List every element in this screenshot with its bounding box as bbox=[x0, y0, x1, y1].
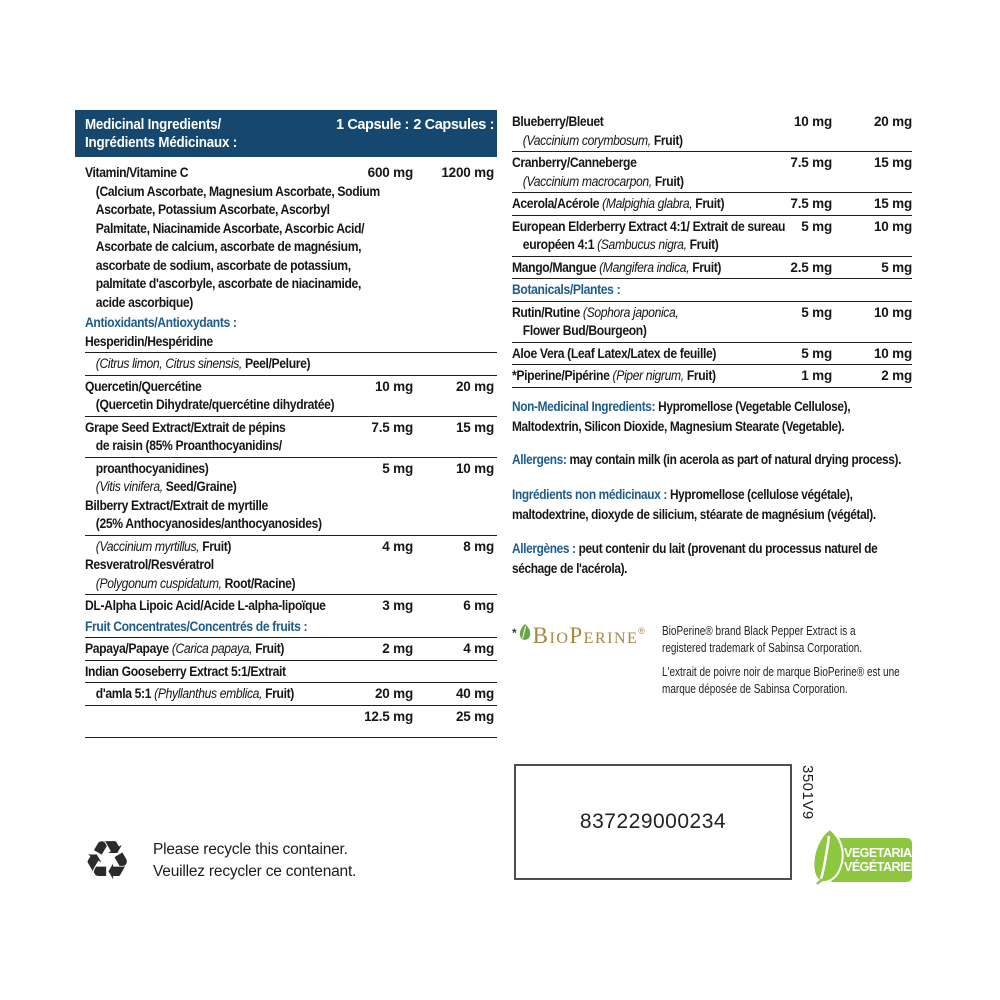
ingredient-name-segment: European Elderberry Extract 4:1/ Extrait de sureau bbox=[512, 218, 786, 234]
ingredient-name bbox=[85, 538, 315, 557]
table-row bbox=[85, 497, 497, 516]
ingredient-name-segment: palmitate d'ascorbyle, ascorbate de niacinamide, bbox=[95, 276, 361, 291]
ingredient-name-segment: (Quercetin Dihydrate/quercétine dihydratée) bbox=[95, 397, 335, 412]
ingredient-name-segment: Resveratrol/Resvératrol bbox=[85, 557, 214, 572]
ingredient-name-segment: (Calcium Ascorbate, Magnesium Ascorbate, Sodium bbox=[95, 183, 380, 199]
ingredient-name-segment: Fruit Concentrates/Concentrés de fruits : bbox=[85, 618, 308, 634]
latin-name-segment: (Citrus limon, Citrus sinensis, bbox=[95, 356, 242, 371]
recycle-notice bbox=[83, 829, 357, 892]
amount-2-capsules: 10 mg bbox=[873, 345, 912, 361]
ingredient-name-segment: Peel/Pelure) bbox=[241, 356, 311, 371]
ingredient-name bbox=[512, 304, 732, 323]
note-en-line2: registered trademark of Sabinsa Corporation. bbox=[662, 641, 863, 655]
table-row bbox=[85, 396, 497, 417]
ingredient-name bbox=[85, 355, 315, 374]
ingredient-name bbox=[512, 345, 732, 364]
ingredient-name bbox=[512, 154, 732, 173]
ingredient-name-segment: Indian Gooseberry Extract 5:1/Extrait bbox=[85, 663, 286, 679]
latin-name-segment: (Piper nigrum, bbox=[612, 368, 684, 383]
amount-2-capsules: 8 mg bbox=[463, 538, 494, 554]
registered-mark: ® bbox=[638, 625, 645, 636]
latin-name-segment: (Polygonum cuspidatum, bbox=[95, 575, 222, 591]
amount-2-capsules: 15 mg bbox=[873, 196, 912, 211]
ingredient-name bbox=[512, 259, 732, 278]
ingredient-name bbox=[512, 218, 786, 237]
amount-2-capsules: 40 mg bbox=[455, 686, 494, 701]
ingredient-name-segment: Rutin/Rutine bbox=[512, 304, 583, 320]
ingredient-name-segment: Root/Racine) bbox=[221, 575, 296, 591]
amount-1-capsule: 7.5 mg bbox=[371, 419, 413, 435]
amount-1-capsule: 2 mg bbox=[382, 641, 413, 656]
ingredient-name bbox=[85, 294, 315, 313]
table-row bbox=[512, 345, 912, 366]
table-row bbox=[85, 685, 497, 706]
amount-2-capsules: 1200 mg bbox=[441, 165, 494, 180]
table-row bbox=[85, 597, 497, 616]
allergens-en bbox=[512, 450, 912, 470]
note-en-line1: BioPerine® brand Black Pepper Extract is a bbox=[662, 623, 856, 638]
ingredient-name-segment: Vitamin/Vitamine C bbox=[85, 165, 189, 180]
table-row bbox=[512, 367, 912, 388]
latin-name-segment: (Mangifera indica, bbox=[599, 259, 690, 275]
amount-2-capsules: 25 mg bbox=[455, 708, 494, 724]
latin-name-segment: (Malpighia glabra, bbox=[602, 196, 693, 211]
table-row bbox=[85, 275, 497, 294]
left-table-rows bbox=[75, 157, 497, 726]
ingredient-name bbox=[512, 113, 732, 132]
vegetarian-badge bbox=[828, 838, 921, 882]
table-row bbox=[85, 515, 497, 536]
amount-1-capsule: 20 mg bbox=[374, 686, 413, 701]
ingredient-name bbox=[85, 378, 315, 397]
latin-name-segment: (Sambucus nigra, bbox=[597, 237, 687, 252]
right-table-rows bbox=[512, 113, 912, 388]
amount-1-capsule: 600 mg bbox=[367, 165, 413, 180]
ingredient-name-segment: Fruit) bbox=[683, 368, 716, 383]
ingredient-name-segment: Fruit) bbox=[689, 259, 722, 275]
ingredient-name-segment: Grape Seed Extract/Extrait de pépins bbox=[85, 419, 286, 435]
table-row bbox=[85, 183, 497, 202]
ingredient-name bbox=[85, 478, 315, 497]
ingredient-name bbox=[512, 173, 732, 192]
note-fr-line2: marque déposée de Sabinsa Corporation. bbox=[662, 682, 848, 696]
table-row bbox=[85, 201, 497, 220]
ingredient-name-segment: acide ascorbique) bbox=[95, 294, 193, 310]
latin-name-segment: (Vitis vinifera, bbox=[95, 479, 163, 494]
table-section-heading bbox=[85, 314, 497, 333]
amount-1-capsule: 12.5 mg bbox=[364, 708, 413, 724]
amount-2-capsules: 4 mg bbox=[463, 641, 494, 656]
ingredient-name-segment: Quercetin/Quercétine bbox=[85, 378, 202, 394]
table-row bbox=[85, 333, 497, 354]
table-row bbox=[85, 220, 497, 239]
table-row bbox=[85, 575, 497, 596]
ingredient-name-segment: (25% Anthocyanosides/anthocyanosides) bbox=[95, 516, 322, 531]
ingredient-name bbox=[85, 183, 380, 202]
table-row bbox=[512, 195, 912, 216]
lot-version-code: 3501V9 bbox=[799, 765, 816, 820]
product-code: 837229000234 bbox=[579, 810, 727, 833]
bioperine-trademark-note bbox=[662, 623, 900, 699]
medicinal-ingredients-table-left bbox=[75, 110, 497, 738]
table-row bbox=[85, 538, 497, 557]
amount-1-capsule: 10 mg bbox=[374, 378, 413, 394]
table-row bbox=[85, 478, 497, 497]
ingredient-name bbox=[85, 575, 315, 594]
ingredient-name-segment: *Piperine/Pipérine bbox=[512, 368, 613, 383]
ingredient-name-segment: Blueberry/Bleuet bbox=[512, 114, 604, 129]
table-section-heading bbox=[85, 618, 497, 639]
table-bottom-rule bbox=[85, 737, 497, 738]
ingredient-name-segment: Palmitate, Niacinamide Ascorbate, Ascorbic Acid/ bbox=[95, 220, 365, 236]
recycle-line-en: Please recycle this container. bbox=[153, 841, 348, 858]
amount-2-capsules: 20 mg bbox=[455, 378, 494, 394]
leaf-icon bbox=[811, 827, 847, 893]
ingredient-name-segment: Fruit) bbox=[262, 686, 294, 701]
vegetarian-label-fr: VÉGÉTARIEN bbox=[844, 860, 920, 874]
ingredient-name-segment: Botanicals/Plantes : bbox=[512, 282, 621, 297]
paragraph-lead: Non-Medicinal Ingredients: bbox=[512, 398, 656, 414]
ingredient-name-segment: Bilberry Extract/Extrait de myrtille bbox=[85, 497, 268, 513]
column-header-1-capsule: 1 Capsule : bbox=[336, 117, 409, 133]
paragraph-lead: Allergens: bbox=[512, 452, 567, 467]
paragraph-lead: Ingrédients non médicinaux : bbox=[512, 487, 667, 502]
table-header-band bbox=[75, 110, 497, 157]
recycle-icon: ♻ bbox=[83, 829, 132, 892]
table-section-heading bbox=[512, 281, 912, 302]
bioperine-wordmark: BioPerine bbox=[532, 622, 639, 648]
ingredient-name bbox=[85, 333, 315, 352]
amount-2-capsules: 10 mg bbox=[455, 460, 494, 476]
ingredient-name-segment: d'amla 5:1 bbox=[95, 686, 155, 701]
amount-2-capsules: 10 mg bbox=[873, 304, 912, 320]
ingredient-name bbox=[85, 597, 326, 616]
ingredient-name bbox=[85, 257, 351, 276]
amount-1-capsule: 5 mg bbox=[801, 218, 832, 234]
product-code-box bbox=[514, 764, 792, 880]
table-title bbox=[85, 116, 313, 152]
amount-2-capsules: 20 mg bbox=[873, 114, 912, 129]
table-row bbox=[512, 218, 912, 237]
ingredient-name-segment: Fruit) bbox=[199, 538, 232, 554]
table-title-line1: Medicinal Ingredients/ bbox=[85, 117, 222, 133]
leaf-icon bbox=[518, 628, 532, 645]
ingredient-name-segment: Fruit) bbox=[252, 641, 285, 656]
ingredient-name bbox=[85, 515, 322, 534]
allergens-fr bbox=[512, 539, 912, 579]
ingredient-name bbox=[85, 460, 315, 479]
table-row bbox=[512, 132, 912, 153]
amount-1-capsule: 5 mg bbox=[801, 345, 832, 361]
ingredient-name-segment: européen 4:1 bbox=[522, 237, 598, 252]
ingredient-name bbox=[85, 314, 315, 333]
ingredient-name-segment: Antioxidants/Antioxydants : bbox=[85, 315, 237, 330]
table-title-line2: Ingrédients Médicinaux : bbox=[85, 135, 237, 151]
ingredient-name-segment: Ascorbate, Potassium Ascorbate, Ascorbyl bbox=[95, 202, 330, 217]
amount-2-capsules: 10 mg bbox=[873, 218, 912, 234]
paragraph-text: Hypromellose (Vegetable Cellulose), Maltodextrin, Silicon Dioxide, Magnesium Stearate (Vegetable). bbox=[512, 398, 851, 434]
latin-name-segment: (Vaccinium corymbosum, bbox=[522, 132, 651, 148]
table-row bbox=[85, 708, 497, 727]
ingredient-name-segment: de raisin (85% Proanthocyanidins/ bbox=[95, 438, 282, 453]
latin-name-segment: (Carica papaya, bbox=[171, 641, 253, 656]
ingredient-name-segment: Seed/Graine) bbox=[162, 479, 237, 494]
table-row bbox=[85, 460, 497, 479]
ingredient-name bbox=[85, 640, 315, 659]
non-medicinal-ingredients-fr bbox=[512, 485, 912, 525]
ingredient-name-segment: Fruit) bbox=[686, 237, 719, 252]
ingredient-name-segment: proanthocyanidines) bbox=[95, 460, 209, 476]
ingredient-name-segment: ascorbate de sodium, ascorbate de potassium, bbox=[95, 257, 351, 273]
table-row bbox=[85, 663, 497, 684]
ingredient-name bbox=[85, 396, 335, 415]
ingredient-name bbox=[85, 497, 315, 516]
ingredient-name bbox=[85, 201, 330, 220]
medicinal-ingredients-table-right bbox=[512, 113, 912, 699]
table-row bbox=[512, 304, 912, 323]
ingredient-name bbox=[512, 236, 732, 255]
bioperine-logo bbox=[512, 623, 662, 649]
paragraph-text: may contain milk (in acerola as part of natural drying process). bbox=[566, 452, 902, 467]
table-row bbox=[85, 437, 497, 458]
ingredient-name-segment: Mango/Mangue bbox=[512, 259, 600, 275]
ingredient-name bbox=[85, 618, 315, 637]
paragraph-text: peut contenir du lait (provenant du processus naturel de séchage de l'acérola). bbox=[512, 540, 878, 576]
ingredient-name bbox=[85, 419, 315, 438]
ingredient-name-segment: Aloe Vera (Leaf Latex/Latex de feuille) bbox=[512, 345, 717, 361]
ingredient-name bbox=[85, 275, 361, 294]
table-row bbox=[85, 164, 497, 183]
ingredient-name bbox=[512, 195, 732, 214]
non-medicinal-ingredients-en bbox=[512, 397, 912, 437]
ingredient-name bbox=[85, 220, 365, 239]
amount-2-capsules: 2 mg bbox=[881, 368, 912, 383]
ingredient-name-segment: Fruit) bbox=[692, 196, 725, 211]
recycle-line-fr: Veuillez recycler ce contenant. bbox=[153, 863, 357, 880]
ingredient-name-segment: Acerola/Acérole bbox=[512, 196, 603, 211]
table-row bbox=[85, 238, 497, 257]
ingredient-name-segment: DL-Alpha Lipoic Acid/Acide L-alpha-lipoïque bbox=[85, 598, 326, 613]
table-row bbox=[512, 113, 912, 132]
recycle-text bbox=[153, 839, 356, 883]
ingredient-name-segment: Ascorbate de calcium, ascorbate de magnésium, bbox=[95, 239, 362, 254]
ingredient-name bbox=[512, 132, 732, 151]
amount-1-capsule: 5 mg bbox=[801, 304, 832, 320]
ingredient-name-segment: Papaya/Papaye bbox=[85, 641, 172, 656]
ingredient-name bbox=[512, 281, 732, 300]
amount-1-capsule: 5 mg bbox=[382, 460, 413, 476]
note-fr-line1: L'extrait de poivre noir de marque BioPerine® est une bbox=[662, 664, 900, 679]
table-row bbox=[512, 154, 912, 173]
amount-1-capsule: 10 mg bbox=[793, 114, 832, 129]
amount-2-capsules: 15 mg bbox=[873, 155, 912, 170]
table-row bbox=[512, 322, 912, 343]
table-row bbox=[85, 556, 497, 575]
table-row bbox=[512, 173, 912, 194]
table-row bbox=[85, 257, 497, 276]
ingredient-name-segment: Fruit) bbox=[650, 132, 683, 148]
bioperine-trademark-block bbox=[512, 623, 912, 699]
amount-1-capsule: 7.5 mg bbox=[790, 196, 832, 211]
vegetarian-label-en: VEGETARIAN bbox=[844, 845, 921, 860]
paragraph-text: Hypromellose (cellulose végétale), maltodextrine, dioxyde de silicium, stéarate de magnésium (végétal). bbox=[512, 487, 876, 522]
ingredient-name bbox=[85, 556, 315, 575]
table-row bbox=[512, 236, 912, 257]
table-row bbox=[85, 640, 497, 661]
ingredient-name bbox=[85, 663, 315, 682]
column-header-2-capsules: 2 Capsules : bbox=[413, 117, 494, 133]
latin-name-segment: (Vaccinium myrtillus, bbox=[95, 538, 200, 554]
ingredient-name bbox=[85, 164, 315, 183]
amount-1-capsule: 2.5 mg bbox=[790, 259, 832, 275]
table-row bbox=[85, 378, 497, 397]
ingredient-name bbox=[512, 367, 732, 386]
asterisk-marker: * bbox=[512, 625, 517, 640]
amount-2-capsules: 15 mg bbox=[455, 419, 494, 435]
ingredient-name-segment: Fruit) bbox=[651, 173, 684, 189]
amount-1-capsule: 4 mg bbox=[382, 538, 413, 554]
ingredient-name bbox=[512, 322, 732, 341]
ingredient-name-segment: Cranberry/Canneberge bbox=[512, 155, 637, 170]
amount-2-capsules: 5 mg bbox=[881, 259, 912, 275]
ingredient-name-segment: Hesperidin/Hespéridine bbox=[85, 333, 213, 349]
table-row bbox=[85, 294, 497, 313]
amount-2-capsules: 6 mg bbox=[463, 598, 494, 613]
ingredient-name bbox=[85, 437, 315, 456]
ingredient-name-segment: Flower Bud/Bourgeon) bbox=[522, 323, 647, 338]
amount-1-capsule: 3 mg bbox=[382, 598, 413, 613]
table-row bbox=[85, 355, 497, 376]
table-row bbox=[512, 259, 912, 280]
ingredient-name bbox=[85, 238, 362, 257]
amount-1-capsule: 7.5 mg bbox=[790, 155, 832, 170]
table-row bbox=[85, 419, 497, 438]
ingredient-name bbox=[85, 685, 315, 704]
amount-1-capsule: 1 mg bbox=[801, 368, 832, 383]
latin-name-segment: (Vaccinium macrocarpon, bbox=[522, 173, 652, 189]
latin-name-segment: (Phyllanthus emblica, bbox=[154, 686, 263, 701]
paragraph-lead: Allergènes : bbox=[512, 540, 576, 556]
latin-name-segment: (Sophora japonica, bbox=[582, 304, 679, 320]
